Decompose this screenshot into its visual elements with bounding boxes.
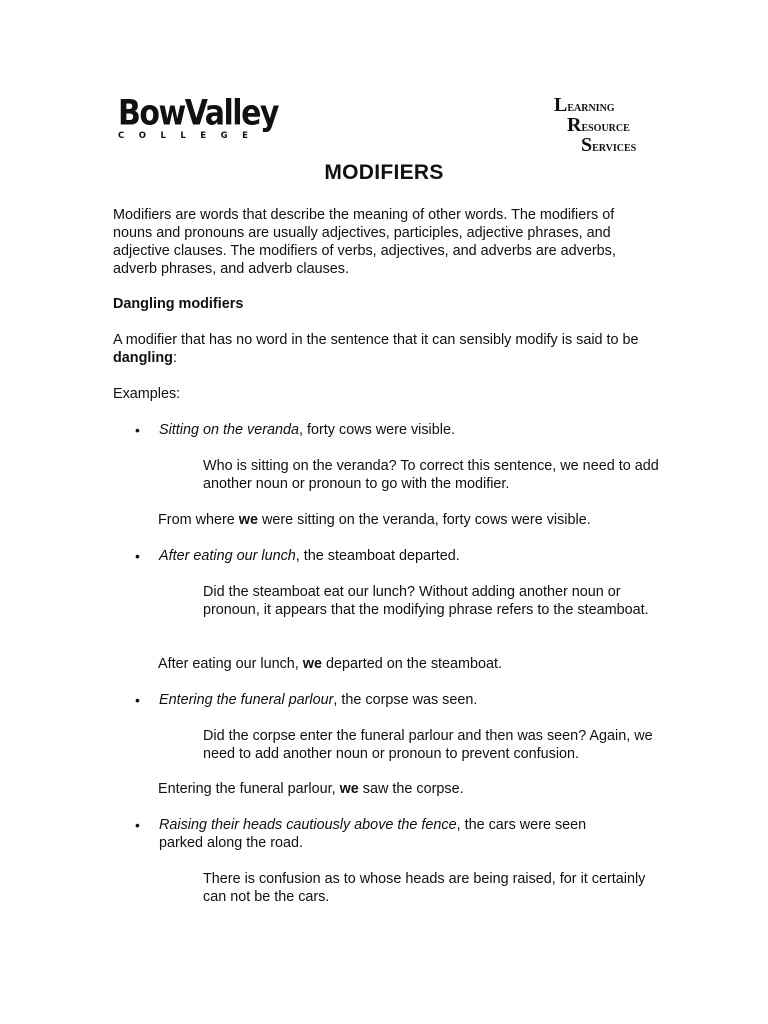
example-sentence: Sitting on the veranda, forty cows were visible. xyxy=(159,422,455,438)
bullet-icon: • xyxy=(135,692,140,708)
examples-label: Examples: xyxy=(113,386,181,402)
example-explanation: Did the steamboat eat our lunch? Without adding another noun or pronoun, it appears that the modifying phrase refers to the steamboat. xyxy=(203,584,649,618)
section-heading: Dangling modifiers xyxy=(113,296,244,312)
bow-valley-college-logo xyxy=(118,93,278,141)
definition-term: dangling xyxy=(113,350,173,366)
bullet-icon: • xyxy=(135,422,140,438)
example-sentence: Raising their heads cautiously above the fence, the cars were seen parked along the road. xyxy=(159,817,587,851)
logo-line-services: Services xyxy=(581,134,637,156)
example-sentence: After eating our lunch, the steamboat departed. xyxy=(159,548,460,564)
logo-line-learning: Learning xyxy=(554,94,615,116)
page-title: MODIFIERS xyxy=(324,161,444,184)
example-correction: From where we were sitting on the veranda, forty cows were visible. xyxy=(158,512,591,528)
intro-paragraph: Modifiers are words that describe the meaning of other words. The modifiers of nouns and pronouns are usually adjectives, participles, adjective phrases, and adjective clauses. The modifiers of verbs, adjectives, and adverbs are adverbs, adverb phrases, and adverb clauses. xyxy=(113,207,616,277)
example-explanation: There is confusion as to whose heads are being raised, for it certainly can not be the cars. xyxy=(203,871,646,905)
logo-line-resource: Resource xyxy=(567,114,630,136)
bullet-icon: • xyxy=(135,548,140,564)
example-correction: Entering the funeral parlour, we saw the corpse. xyxy=(158,781,464,797)
example-explanation: Who is sitting on the veranda? To correct this sentence, we need to add another noun or pronoun to go with the modifier. xyxy=(203,458,659,492)
logo-subtitle: COLLEGE xyxy=(118,131,263,141)
logo-name: BowValley xyxy=(118,93,278,134)
bullet-icon: • xyxy=(135,817,140,833)
example-correction: After eating our lunch, we departed on the steamboat. xyxy=(158,656,503,672)
learning-resource-services-logo xyxy=(554,95,664,155)
example-explanation: Did the corpse enter the funeral parlour and then was seen? Again, we need to add another noun or pronoun to prevent confusion. xyxy=(203,728,653,762)
definition-paragraph: A modifier that has no word in the sentence that it can sensibly modify is said to be dangling: xyxy=(113,332,639,366)
example-sentence: Entering the funeral parlour, the corpse was seen. xyxy=(159,692,478,708)
